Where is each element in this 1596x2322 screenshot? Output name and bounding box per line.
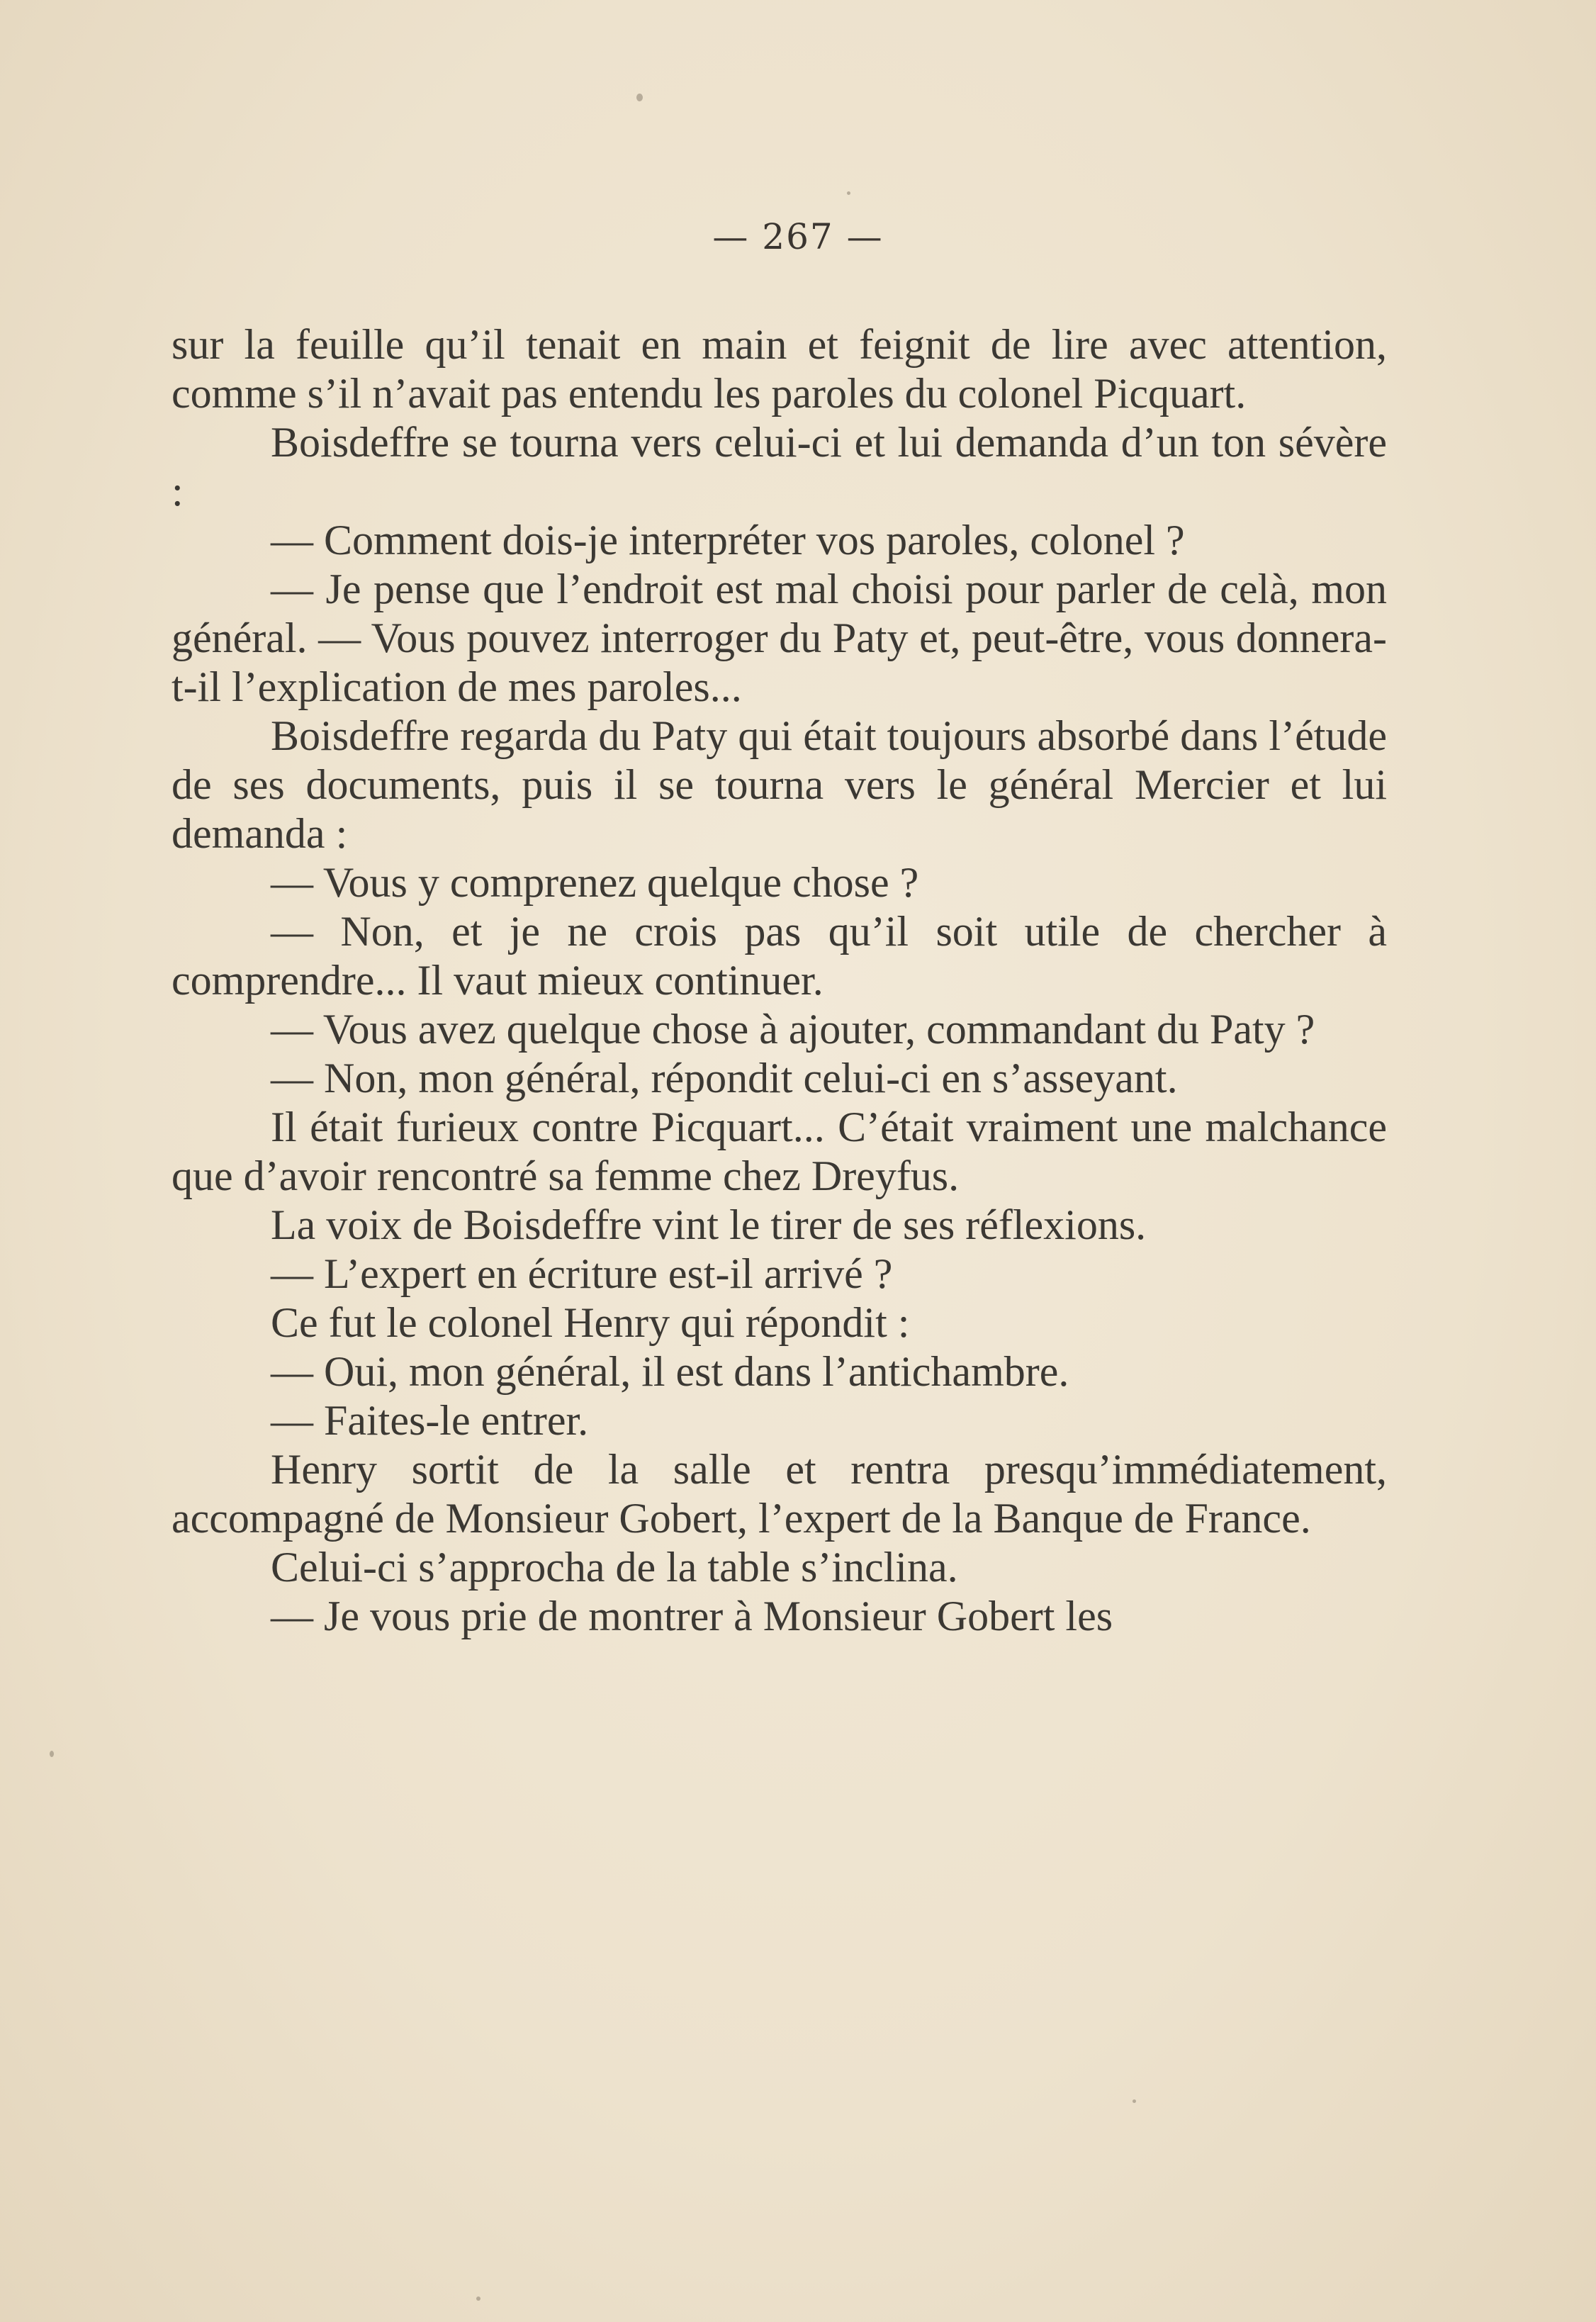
paragraph: — Vous avez quelque chose à ajouter, commandant du Paty ? <box>271 1006 1315 1053</box>
paragraph: — Je vous prie de montrer à Monsieur Gobert les <box>271 1593 1113 1639</box>
paragraph: La voix de Boisdeffre vint le tirer de ses réflexions. <box>271 1201 1147 1248</box>
paragraph: — Non, et je ne crois pas qu’il soit utile de chercher à comprendre... Il vaut mieux continuer. <box>172 908 1387 1004</box>
paragraph: — L’expert en écriture est-il arrivé ? <box>271 1250 893 1297</box>
paragraph: — Non, mon général, répondit celui-ci en s’asseyant. <box>271 1055 1178 1101</box>
paragraph: Boisdeffre regarda du Paty qui était toujours absorbé dans l’étude de ses documents, puis il se tourna vers le général Mercier et lui demanda : <box>172 712 1387 857</box>
paragraph: — Vous y comprenez quelque chose ? <box>271 859 919 906</box>
paper-speck <box>476 2296 481 2301</box>
paper-speck <box>636 94 643 101</box>
page-number: — 267 — <box>712 216 884 257</box>
paper-speck <box>50 1751 54 1757</box>
paragraph: Henry sortit de la salle et rentra presqu’immédiatement, accompagné de Monsieur Gobert, l’expert de la Banque de France. <box>172 1446 1387 1542</box>
paragraph: sur la feuille qu’il tenait en main et feignit de lire avec attention, comme s’il n’avait pas entendu les paroles du colonel Picquart. <box>172 321 1387 417</box>
paper-speck <box>847 191 850 195</box>
paragraph: Boisdeffre se tourna vers celui-ci et lui demanda d’un ton sévère : <box>172 419 1387 515</box>
paragraph: — Faites-le entrer. <box>271 1397 589 1444</box>
paragraph: Celui-ci s’approcha de la table s’inclina. <box>271 1544 958 1591</box>
paragraph: — Oui, mon général, il est dans l’antichambre. <box>271 1348 1069 1395</box>
paper-speck <box>1133 2099 1136 2103</box>
paragraph: — Je pense que l’endroit est mal choisi pour parler de celà, mon général. — Vous pouvez interroger du Paty et, peut-être, vous donnera-t-il l’explication de mes paroles... <box>172 566 1387 710</box>
paragraph: — Comment dois-je interpréter vos paroles, colonel ? <box>271 517 1185 563</box>
paragraph: Ce fut le colonel Henry qui répondit : <box>271 1299 910 1346</box>
body-text <box>172 320 1387 1641</box>
paragraph: Il était furieux contre Picquart... C’était vraiment une malchance que d’avoir rencontré sa femme chez Dreyfus. <box>172 1104 1387 1199</box>
